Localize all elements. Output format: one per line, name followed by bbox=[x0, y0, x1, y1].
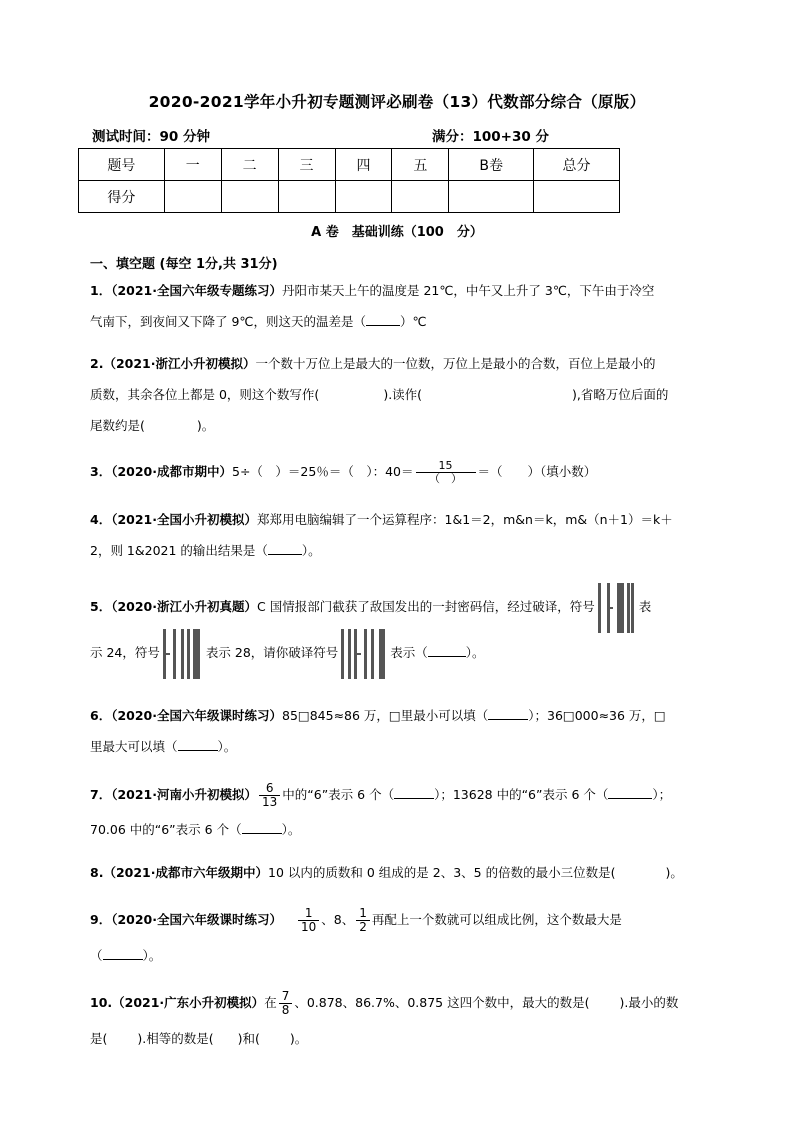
question-text: 表示（ bbox=[390, 645, 428, 660]
question-source: 6．（2020·全国六年级课时练习） bbox=[90, 708, 282, 723]
fraction bbox=[416, 460, 476, 484]
answer-blank[interactable] bbox=[366, 313, 400, 326]
question-text: 尾数约是( bbox=[90, 418, 145, 433]
fraction-numerator: 1 bbox=[356, 907, 370, 921]
question-text: 示 24，符号 bbox=[90, 645, 160, 660]
question-text: 表示 28，请你破译符号 bbox=[205, 645, 339, 660]
question-text: 2，则 1&2021 的输出结果是（ bbox=[90, 543, 268, 558]
answer-blank[interactable] bbox=[268, 542, 302, 555]
score-cell[interactable] bbox=[335, 181, 392, 213]
question-text: 70.06 中的“6”表示 6 个（ bbox=[90, 822, 242, 837]
question-text: 质数，其余各位上都是 0，则这个数写作( bbox=[90, 387, 320, 402]
table-header-cell: 四 bbox=[335, 149, 392, 181]
question-6 bbox=[90, 700, 710, 762]
question-text: C 国情报部门截获了敌国发出的一封密码信，经过破译，符号 bbox=[257, 599, 595, 614]
question-text: ）；36□000≈36 万，□ bbox=[528, 708, 666, 723]
fraction bbox=[356, 907, 370, 933]
question-text: ),省略万位后面的 bbox=[572, 387, 669, 402]
question-1 bbox=[90, 275, 710, 337]
question-text: 气南下，到夜间又下降了 9℃，则这天的温差是（ bbox=[90, 314, 366, 329]
table-header-cell: 总分 bbox=[534, 149, 620, 181]
test-time: 测试时间：90 分钟 bbox=[92, 129, 210, 145]
question-text: 是( bbox=[90, 1031, 108, 1046]
cipher-symbol-28 bbox=[163, 627, 203, 681]
score-cell[interactable] bbox=[278, 181, 335, 213]
question-source: 5．（2020·浙江小升初真题） bbox=[90, 599, 257, 614]
question-text: 5÷（ ）＝25％＝（ ）：40＝ bbox=[232, 464, 414, 479]
fraction bbox=[298, 907, 319, 933]
question-9 bbox=[90, 900, 710, 971]
section-1-heading: 一、填空题 (每空 1分,共 31分) bbox=[90, 257, 278, 272]
question-text: ).读作( bbox=[383, 387, 423, 402]
question-source: 7．（2021·河南小升初模拟） bbox=[90, 787, 257, 802]
question-4 bbox=[90, 504, 710, 566]
question-text: 表 bbox=[638, 599, 652, 614]
question-text: )。 bbox=[196, 418, 215, 433]
question-text: 10 以内的质数和 0 组成的是 2、3、5 的倍数的最小三位数是( bbox=[268, 865, 616, 880]
section-a-heading: A 卷 基础训练（100 分） bbox=[311, 225, 483, 240]
question-text: )。 bbox=[289, 1031, 308, 1046]
answer-blank[interactable] bbox=[103, 947, 143, 960]
question-text: ）。 bbox=[142, 948, 162, 963]
fraction-denominator: 13 bbox=[262, 795, 278, 809]
table-row-label: 得分 bbox=[79, 181, 165, 213]
cipher-symbol-unknown bbox=[341, 627, 387, 681]
table-row bbox=[79, 149, 620, 181]
question-source: 2.（2021·浙江小升初模拟） bbox=[90, 356, 256, 371]
fraction bbox=[259, 782, 280, 808]
cipher-symbol-24 bbox=[598, 581, 636, 635]
table-header-cell: 五 bbox=[392, 149, 449, 181]
question-2 bbox=[90, 348, 710, 441]
question-text: 一个数十万位上是最大的一位数，万位上是最小的合数，百位上是最小的 bbox=[255, 356, 656, 371]
question-source: 9．（2020·全国六年级课时练习） bbox=[90, 912, 282, 927]
fraction-denominator: 2 bbox=[359, 920, 367, 934]
answer-blank[interactable] bbox=[488, 707, 528, 720]
fraction-numerator: 6 bbox=[259, 782, 280, 796]
question-source: 8.（2021·成都市六年级期中） bbox=[90, 865, 268, 880]
question-text: ）。 bbox=[281, 822, 301, 837]
table-header-cell: 二 bbox=[221, 149, 278, 181]
score-cell[interactable] bbox=[164, 181, 221, 213]
fraction-numerator: 15 bbox=[416, 460, 476, 473]
question-text: ）；13628 中的“6”表示 6 个（ bbox=[434, 787, 609, 802]
answer-blank[interactable] bbox=[428, 644, 466, 657]
fraction-denominator: 8 bbox=[281, 1003, 290, 1017]
answer-blank[interactable] bbox=[394, 786, 434, 799]
question-text: 85□845≈86 万，□里最小可以填（ bbox=[282, 708, 489, 723]
question-text: )。 bbox=[665, 865, 683, 880]
question-source: 10.（2021·广东小升初模拟） bbox=[90, 995, 265, 1010]
question-text: ）。 bbox=[465, 645, 485, 660]
question-text: ）。 bbox=[301, 543, 321, 558]
question-source: 4．（2021·全国小升初模拟） bbox=[90, 512, 257, 527]
question-10 bbox=[90, 983, 710, 1054]
question-text: ）℃ bbox=[399, 314, 427, 329]
question-text: （ bbox=[90, 948, 103, 963]
fraction bbox=[279, 990, 293, 1016]
score-cell[interactable] bbox=[449, 181, 534, 213]
fraction-numerator: 1 bbox=[298, 907, 319, 921]
page-title: 2020-2021学年小升初专题测评必刷卷（13）代数部分综合（原版） bbox=[148, 93, 646, 111]
score-cell[interactable] bbox=[221, 181, 278, 213]
fraction-numerator: 7 bbox=[279, 990, 293, 1004]
question-7 bbox=[90, 776, 710, 845]
table-header-cell: 题号 bbox=[79, 149, 165, 181]
table-row bbox=[79, 181, 620, 213]
question-text: 、0.878、86.7%、0.875 这四个数中，最大的数是( bbox=[294, 995, 590, 1010]
question-text: 郑郑用电脑编辑了一个运算程序：1&1＝2，m&n＝k，m&（n＋1）＝k＋ bbox=[257, 512, 673, 527]
question-text: ）。 bbox=[217, 739, 237, 754]
question-text: 在 bbox=[264, 995, 277, 1010]
fraction-denominator: 10 bbox=[301, 920, 317, 934]
question-text: )和( bbox=[237, 1031, 260, 1046]
question-text: 再配上一个数就可以组成比例，这个数最大是 bbox=[371, 912, 622, 927]
question-text: 中的“6”表示 6 个（ bbox=[282, 787, 395, 802]
question-text: 、8、 bbox=[321, 912, 355, 927]
question-8 bbox=[90, 857, 710, 888]
question-text: 里最大可以填（ bbox=[90, 739, 178, 754]
question-3 bbox=[90, 456, 710, 487]
question-text: ＝（ ）（填小数） bbox=[477, 464, 597, 479]
table-header-cell: 三 bbox=[278, 149, 335, 181]
question-5 bbox=[90, 578, 710, 682]
table-header-cell: B卷 bbox=[449, 149, 534, 181]
answer-blank[interactable] bbox=[178, 738, 218, 751]
score-cell[interactable] bbox=[534, 181, 620, 213]
answer-blank[interactable] bbox=[242, 821, 282, 834]
score-cell[interactable] bbox=[392, 181, 449, 213]
fraction-denominator: （ ） bbox=[429, 472, 462, 485]
score-table bbox=[78, 148, 620, 213]
question-source: 3．（2020·成都市期中） bbox=[90, 464, 232, 479]
question-text: ).最小的数 bbox=[619, 995, 679, 1010]
question-source: 1．（2021·全国六年级专题练习） bbox=[90, 283, 282, 298]
question-text: 丹阳市某天上午的温度是 21℃，中午又上升了 3℃，下午由于冷空 bbox=[282, 283, 655, 298]
table-header-cell: 一 bbox=[164, 149, 221, 181]
answer-blank[interactable] bbox=[608, 786, 652, 799]
question-text: ).相等的数是( bbox=[137, 1031, 214, 1046]
question-text: ）； bbox=[652, 787, 672, 802]
full-score: 满分：100+30 分 bbox=[432, 129, 549, 145]
